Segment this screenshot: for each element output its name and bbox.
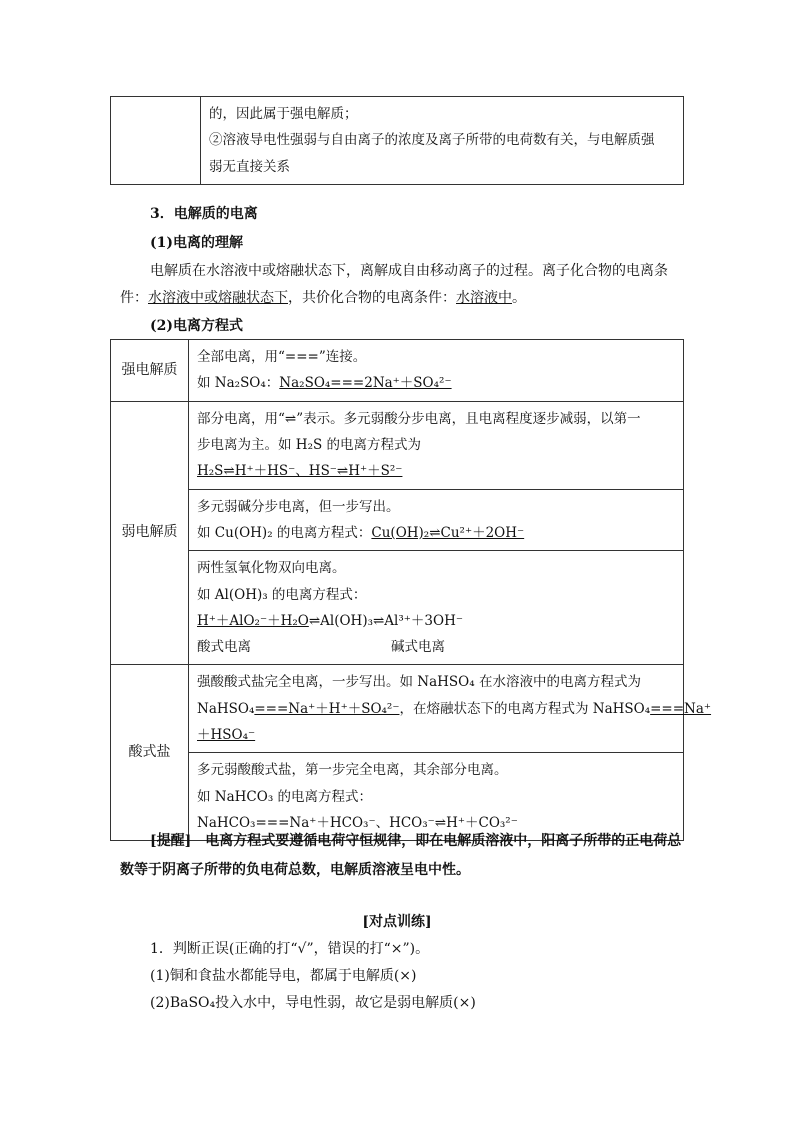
top-table-label-cell	[111, 97, 201, 185]
underlined-answer: 水溶液中或熔融状态下	[148, 290, 288, 306]
content-line: 如 Al(OH)₃ 的电离方程式：	[197, 586, 367, 603]
acid-ionization-label: 酸式电离	[197, 639, 251, 656]
text-span: ，在熔融状态下的电离方程式为 NaHSO₄	[399, 700, 651, 717]
content-line	[197, 696, 712, 722]
practice-heading: [对点训练]	[362, 914, 432, 930]
content-line: 多元弱酸酸式盐，第一步完全电离，其余部分电离。	[197, 762, 508, 779]
equation: H₂S⇌H⁺＋HS⁻、HS⁻⇌H⁺＋S²⁻	[197, 463, 403, 480]
base-ionization-label: 碱式电离	[391, 639, 445, 656]
text-span: 。	[512, 290, 526, 306]
row-label: 弱电解质	[111, 401, 189, 665]
top-table-line: 弱无直接关系	[209, 158, 290, 175]
equation: ===Na⁺＋H⁺＋SO₄²⁻	[254, 700, 400, 717]
equation-part: H⁺＋AlO₂⁻＋H₂O	[197, 612, 309, 629]
row-content	[189, 340, 684, 402]
paragraph-line	[120, 285, 694, 312]
row-label: 酸式盐	[111, 665, 189, 841]
equation	[197, 608, 675, 634]
tip-line: 数等于阴离子所带的负电荷总数，电解质溶液呈电中性。	[120, 862, 470, 878]
content-line: 强酸酸式盐完全电离，一步写出。如 NaHSO₄ 在水溶液中的电离方程式为	[197, 674, 641, 691]
tip-line: [提醒] 电离方程式要遵循电荷守恒规律，即在电解质溶液中，阳离子所带的正电荷总	[150, 833, 682, 849]
sub-cell	[189, 489, 683, 551]
sub-cell	[189, 665, 712, 752]
equation: ＋HSO₄⁻	[197, 727, 256, 744]
top-table-content-cell	[201, 97, 684, 185]
top-table-line: ②溶液导电性强弱与自由离子的浓度及离子所带的电荷数有关，与电解质强	[209, 132, 655, 149]
equation: ===Na⁺	[650, 700, 712, 717]
text-span: 如 Na₂SO₄：	[197, 375, 280, 392]
content-line: 部分电离，用“⇌”表示。多元弱酸分步电离，且电离程度逐步减弱，以第一	[197, 410, 641, 427]
content-line: 两性氢氧化物双向电离。	[197, 560, 346, 577]
subsection-heading: (1)电离的理解	[150, 235, 243, 251]
content-line	[197, 520, 675, 546]
content-line	[197, 634, 675, 660]
question-line: 1．判断正误(正确的打“√”，错误的打“×”)。	[150, 941, 430, 957]
row-label: 强电解质	[111, 340, 189, 402]
section-heading: 3．电解质的电离	[150, 206, 258, 222]
text-span: 如 Cu(OH)₂ 的电离方程式：	[197, 524, 372, 541]
text-span: ，共价化合物的电离条件：	[288, 290, 456, 306]
content-line: 多元弱碱分步电离，但一步写出。	[197, 498, 400, 515]
table-row	[111, 401, 684, 665]
equation: Na₂SO₄===2Na⁺＋SO₄²⁻	[279, 375, 452, 392]
equation: NaHCO₃===Na⁺＋HCO₃⁻、HCO₃⁻⇌H⁺＋CO₃²⁻	[197, 815, 518, 831]
row-content	[189, 401, 684, 665]
subsection-heading: (2)电离方程式	[150, 318, 243, 334]
underlined-answer: 水溶液中	[456, 290, 512, 306]
question-item: (2)BaSO₄投入水中，导电性弱，故它是弱电解质(×)	[150, 995, 476, 1011]
ionization-equation-table	[110, 339, 712, 841]
text-span: NaHSO₄	[197, 700, 255, 717]
text-span: 件：	[120, 290, 148, 306]
equation: Cu(OH)₂⇌Cu²⁺＋2OH⁻	[371, 524, 525, 541]
top-table-line: 的，因此属于强电解质；	[209, 106, 358, 122]
question-item: (1)铜和食盐水都能导电，都属于电解质(×)	[150, 968, 417, 984]
table-row	[111, 340, 684, 402]
row-content	[189, 665, 712, 841]
content-line: 如 NaHCO₃ 的电离方程式：	[197, 788, 373, 805]
table-row	[111, 665, 684, 841]
sub-cell	[189, 550, 683, 664]
top-table	[110, 96, 684, 185]
content-line: 全部电离，用“===”连接。	[197, 349, 367, 365]
paragraph-line: 电解质在水溶液中或熔融状态下，离解成自由移动离子的过程。离子化合物的电离条	[150, 263, 668, 279]
equation-part: ⇌Al(OH)₃⇌Al³⁺＋3OH⁻	[308, 612, 463, 629]
content-line	[197, 370, 675, 396]
sub-cell	[189, 402, 683, 489]
content-line: 步电离为主。如 H₂S 的电离方程式为	[197, 436, 422, 453]
